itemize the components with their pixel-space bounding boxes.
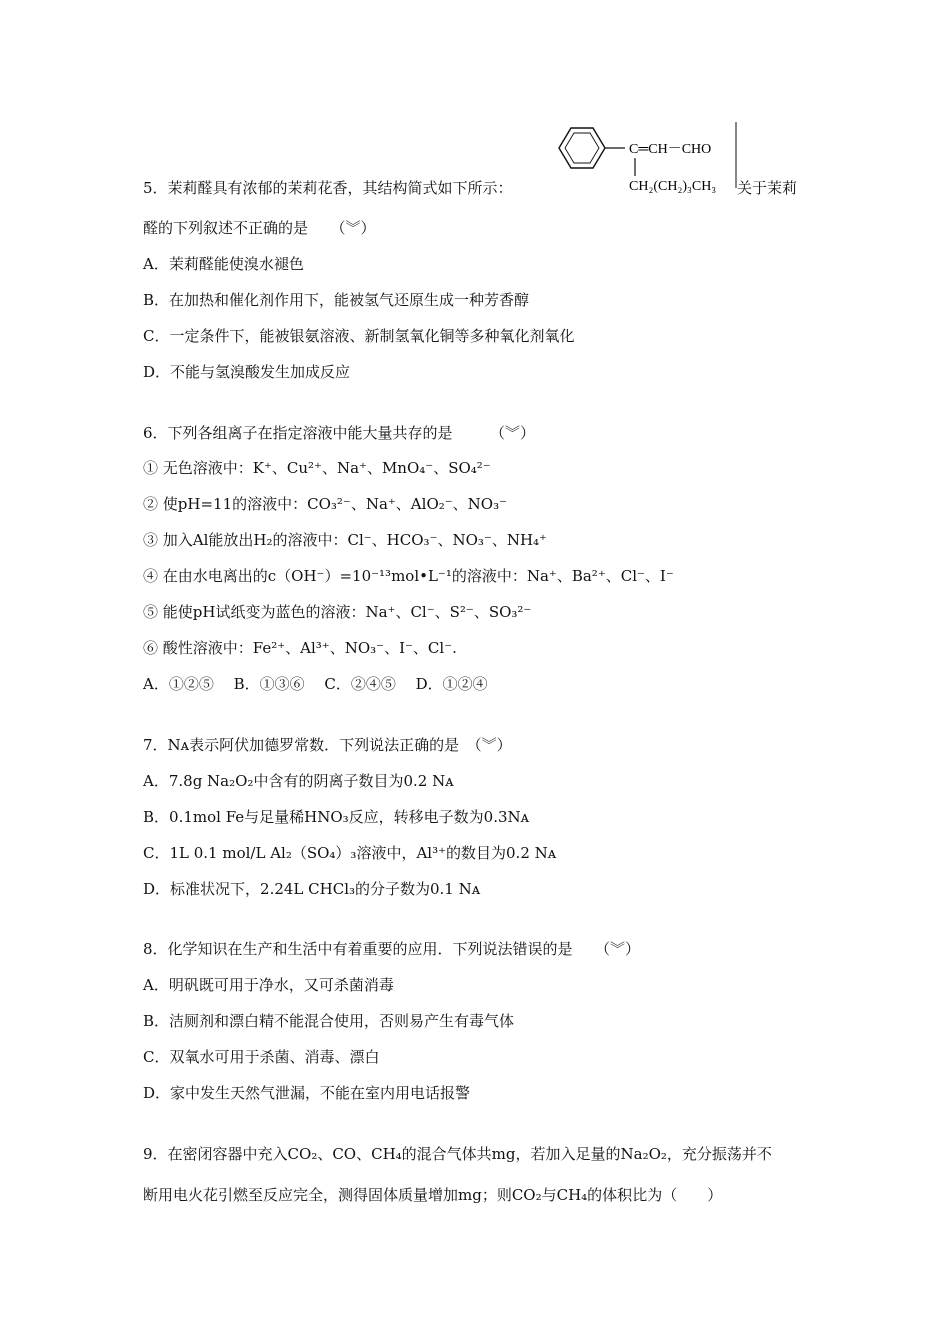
q5-line1-suffix: 关于茉莉 bbox=[737, 179, 798, 197]
q5-option-a: A．茉莉醛能使溴水褪色 bbox=[143, 255, 304, 273]
q7-option-b: B．0.1mol Fe与足量稀HNO₃反应，转移电子数为0.3Nᴀ bbox=[143, 808, 530, 826]
q6-item-2: ② 使pH=11的溶液中：CO₃²⁻、Na⁺、AlO₂⁻、NO₃⁻ bbox=[143, 495, 508, 513]
q5-option-d: D．不能与氢溴酸发生加成反应 bbox=[143, 363, 351, 381]
structure-top-text: C═CH－CHO bbox=[629, 142, 712, 157]
q7-option-c: C．1L 0.1 mol/L Al₂（SO₄）₃溶液中，Al³⁺的数目为0.2 Nᴀ bbox=[143, 844, 557, 862]
q5-option-c: C．一定条件下，能被银氨溶液、新制氢氧化铜等多种氧化剂氧化 bbox=[143, 327, 575, 345]
q6-item-6: ⑥ 酸性溶液中：Fe²⁺、Al³⁺、NO₃⁻、I⁻、Cl⁻. bbox=[143, 639, 457, 657]
q7-option-a: A．7.8g Na₂O₂中含有的阴离子数目为0.2 Nᴀ bbox=[143, 772, 454, 790]
q5-line2: 醛的下列叙述不正确的是 （︾） bbox=[143, 219, 376, 237]
q5-option-b: B．在加热和催化剂作用下，能被氢气还原生成一种芳香醇 bbox=[143, 291, 530, 309]
q7-stem: 7．Nᴀ表示阿伏加德罗常数．下列说法正确的是 （︾） bbox=[143, 736, 512, 754]
q6-item-1: ① 无色溶液中：K⁺、Cu²⁺、Na⁺、MnO₄⁻、SO₄²⁻ bbox=[143, 459, 491, 477]
q6-item-5: ⑤ 能使pH试纸变为蓝色的溶液：Na⁺、Cl⁻、S²⁻、SO₃²⁻ bbox=[143, 603, 532, 621]
q8-option-c: C．双氧水可用于杀菌、消毒、漂白 bbox=[143, 1048, 380, 1066]
q9-line1: 9．在密闭容器中充入CO₂、CO、CH₄的混合气体共mg，若加入足量的Na₂O₂，充分振荡并不 bbox=[143, 1145, 772, 1163]
q6-item-3: ③ 加入Al能放出H₂的溶液中：Cl⁻、HCO₃⁻、NO₃⁻、NH₄⁺ bbox=[143, 531, 547, 549]
q8-option-d: D．家中发生天然气泄漏，不能在室内用电话报警 bbox=[143, 1084, 471, 1102]
q9-line2: 断用电火花引燃至反应完全，测得固体质量增加mg；则CO₂与CH₄的体积比为（ ） bbox=[143, 1186, 723, 1204]
q5-line1-prefix: 5．茉莉醛具有浓郁的茉莉花香，其结构简式如下所示： bbox=[143, 179, 513, 197]
q5-line1 bbox=[143, 178, 513, 198]
q6-item-4: ④ 在由水电离出的c（OH⁻）=10⁻¹³mol•L⁻¹的溶液中：Na⁺、Ba²⁺、Cl⁻、I⁻ bbox=[143, 567, 674, 585]
q7-option-d: D．标准状况下，2.24L CHCl₃的分子数为0.1 Nᴀ bbox=[143, 880, 481, 898]
q6-stem: 6．下列各组离子在指定溶液中能大量共存的是 （︾） bbox=[143, 424, 536, 442]
structure-bottom-text: CH₂(CH₂)₃CH₃ bbox=[629, 179, 717, 194]
q6-answers: A．①②⑤ B．①③⑥ C．②④⑤ D．①②④ bbox=[143, 675, 488, 693]
q8-option-b: B．洁厕剂和漂白精不能混合使用，否则易产生有毒气体 bbox=[143, 1012, 515, 1030]
jasminaldehyde-structure bbox=[553, 120, 753, 196]
q8-stem: 8．化学知识在生产和生活中有着重要的应用．下列说法错误的是 （︾） bbox=[143, 940, 641, 958]
q8-option-a: A．明矾既可用于净水，又可杀菌消毒 bbox=[143, 976, 394, 994]
